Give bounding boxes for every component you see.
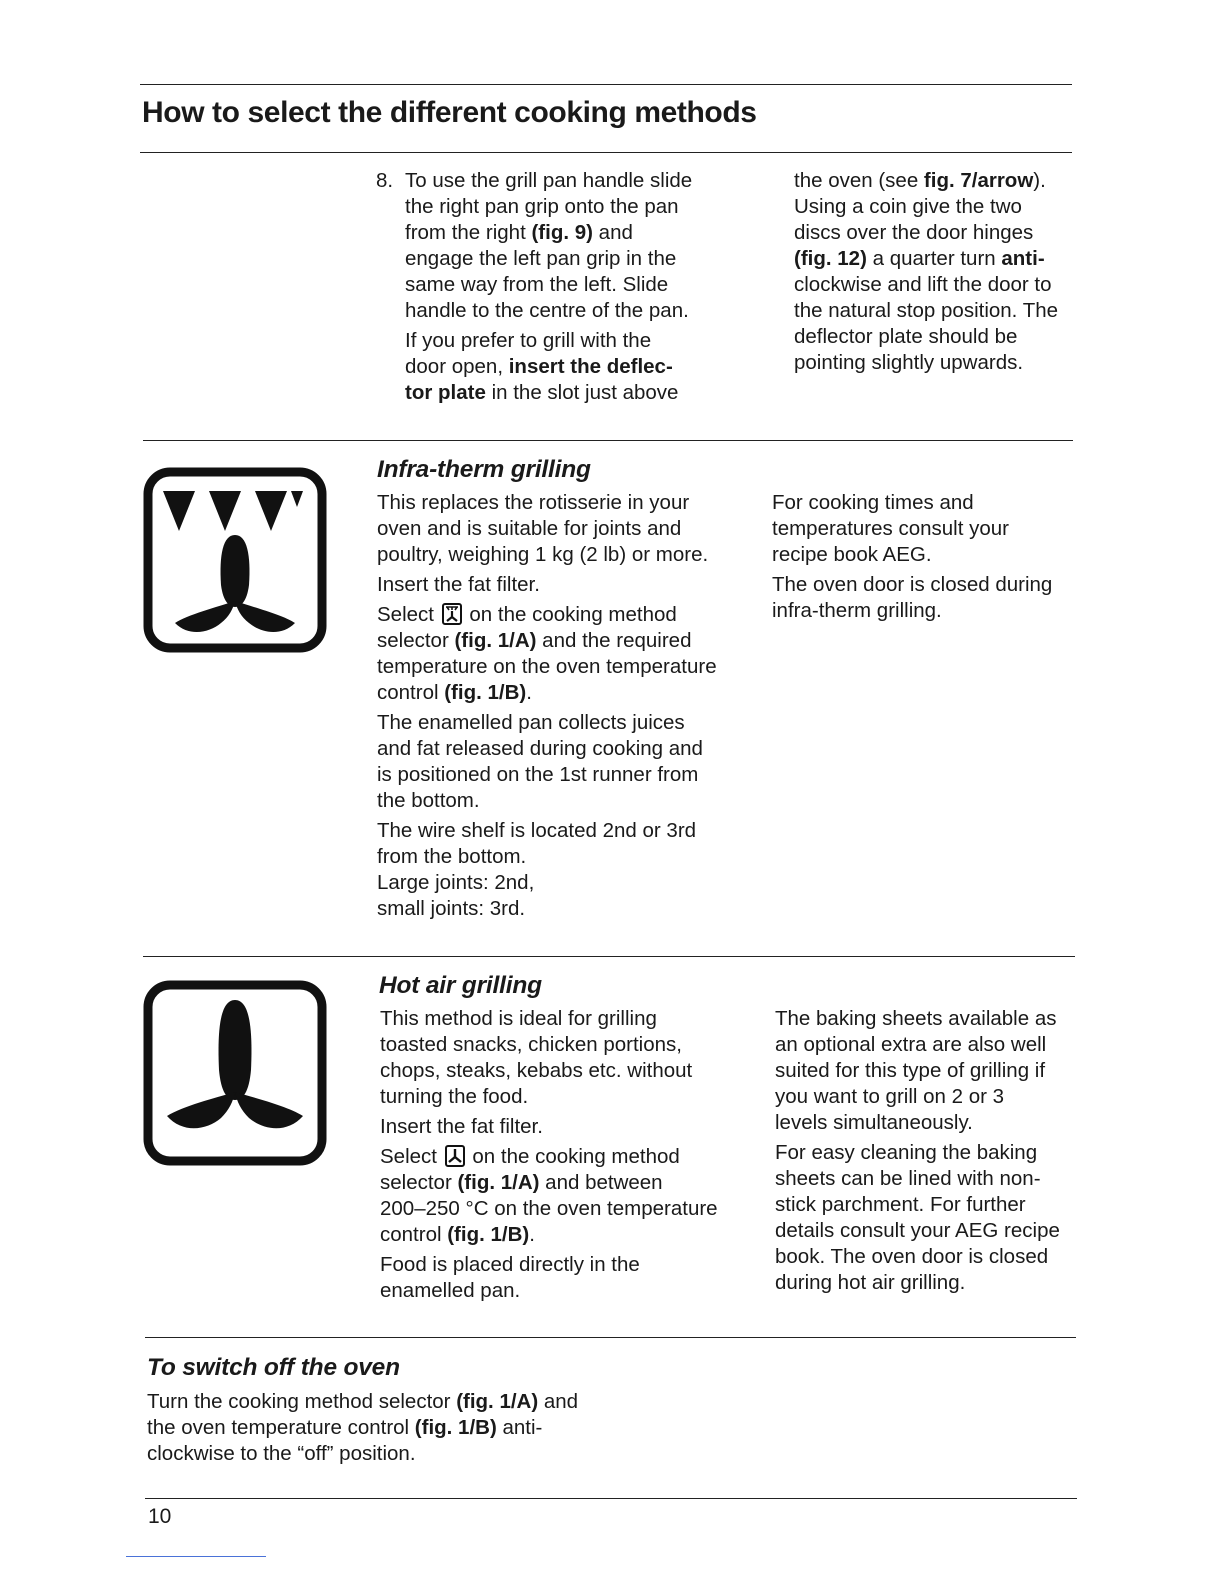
page-number: 10	[148, 1505, 172, 1528]
hotair-right-paragraph-1	[775, 1006, 1085, 1136]
text-line: The wire shelf is located 2nd or 3rd	[377, 819, 697, 842]
hotair-column-left	[380, 1006, 750, 1308]
text-line: suited for this type of grilling if	[775, 1059, 1046, 1082]
section-title-switch-off: To switch off the oven	[147, 1354, 400, 1381]
text-line: Select on the cooking method	[380, 1145, 680, 1168]
infra-paragraph-2	[377, 572, 747, 598]
text-line: To use the grill pan handle slide	[405, 169, 693, 192]
section-rule-hotair	[143, 956, 1075, 957]
hot-air-grill-icon	[143, 980, 327, 1166]
hotair-paragraph-3	[380, 1144, 750, 1248]
text-line: small joints: 3rd.	[377, 897, 526, 920]
text-line: For easy cleaning the baking	[775, 1141, 1038, 1164]
text-line: door open, insert the deflec-	[405, 355, 673, 378]
section-title-hot-air: Hot air grilling	[379, 972, 542, 999]
fig-reference: (fig. 1/B)	[414, 1416, 497, 1439]
infra-column-left	[377, 490, 747, 926]
text-line: enamelled pan.	[380, 1279, 521, 1302]
fig-reference: (fig. 12)	[794, 247, 867, 270]
text-line: discs over the door hinges	[794, 221, 1034, 244]
fig-reference: (fig. 1/A)	[457, 1171, 540, 1194]
text-line: selector (fig. 1/A) and the required	[377, 629, 692, 652]
text-line: stick parchment. For further	[775, 1193, 1026, 1216]
text-line: Insert the fat filter.	[380, 1115, 543, 1138]
infra-column-right	[772, 490, 1082, 628]
heading-rule	[140, 152, 1072, 153]
text-line: and fat released during cooking and	[377, 737, 703, 760]
text-line: is positioned on the 1st runner from	[377, 763, 699, 786]
hotair-paragraph-1	[380, 1006, 750, 1110]
text-line: details consult your AEG recipe	[775, 1219, 1060, 1242]
emphasis-text: tor plate	[405, 381, 486, 404]
hotair-paragraph-2	[380, 1114, 750, 1140]
top-rule	[140, 84, 1072, 85]
infra-right-paragraph-1	[772, 490, 1082, 568]
hot-air-symbol-icon	[445, 1145, 465, 1167]
text-line: clockwise and lift the door to	[794, 273, 1052, 296]
text-line: deflector plate should be	[794, 325, 1018, 348]
infra-right-paragraph-2	[772, 572, 1082, 624]
text-line: For cooking times and	[772, 491, 974, 514]
text-line: The baking sheets available as	[775, 1007, 1057, 1030]
intro-column-right	[794, 168, 1084, 376]
infra-therm-symbol-icon	[442, 603, 462, 625]
text-line: The enamelled pan collects juices	[377, 711, 685, 734]
fig-reference: (fig. 1/B)	[447, 1223, 530, 1246]
text-line: infra-therm grilling.	[772, 599, 942, 622]
scan-mark	[126, 1556, 266, 1557]
text-line: Turn the cooking method selector (fig. 1/A) and	[147, 1390, 579, 1413]
text-line: control (fig. 1/B).	[380, 1223, 535, 1246]
text-line: you want to grill on 2 or 3	[775, 1085, 1005, 1108]
infra-paragraph-1	[377, 490, 747, 568]
text-line: same way from the left. Slide	[405, 273, 669, 296]
text-line: the oven (see fig. 7/arrow).	[794, 169, 1046, 192]
text-line: toasted snacks, chicken portions,	[380, 1033, 682, 1056]
text-line: the right pan grip onto the pan	[405, 195, 679, 218]
section-rule-switchoff	[145, 1337, 1076, 1338]
step-number: 8.	[376, 169, 394, 192]
text-line: clockwise to the “off” position.	[147, 1442, 416, 1465]
text-line: poultry, weighing 1 kg (2 lb) or more.	[377, 543, 709, 566]
text-line: If you prefer to grill with the	[405, 329, 652, 352]
text-line: from the bottom.	[377, 845, 527, 868]
text-line: the oven temperature control (fig. 1/B) anti-	[147, 1416, 543, 1439]
infra-paragraph-4	[377, 710, 747, 814]
text-line: levels simultaneously.	[775, 1111, 973, 1134]
text-line: engage the left pan grip in the	[405, 247, 677, 270]
intro-paragraph-1	[405, 168, 735, 324]
text-line: 200–250 °C on the oven temperature	[380, 1197, 718, 1220]
text-line: temperature on the oven temperature	[377, 655, 717, 678]
text-line: This method is ideal for grilling	[380, 1007, 657, 1030]
emphasis-text: insert the deflec-	[508, 355, 673, 378]
text-line: selector (fig. 1/A) and between	[380, 1171, 663, 1194]
text-line: from the right (fig. 9) and	[405, 221, 633, 244]
hotair-paragraph-4	[380, 1252, 750, 1304]
infra-therm-grill-icon	[143, 467, 327, 653]
hotair-column-right	[775, 1006, 1085, 1300]
page-title: How to select the different cooking methods	[142, 96, 757, 129]
text-line: (fig. 12) a quarter turn anti-	[794, 247, 1045, 270]
infra-paragraph-3	[377, 602, 747, 706]
text-line: the natural stop position. The	[794, 299, 1059, 322]
text-line: This replaces the rotisserie in your	[377, 491, 690, 514]
text-line: book. The oven door is closed	[775, 1245, 1049, 1268]
switchoff-text	[147, 1389, 617, 1467]
text-line: Insert the fat filter.	[377, 573, 540, 596]
text-line: recipe book AEG.	[772, 543, 932, 566]
text-line: during hot air grilling.	[775, 1271, 966, 1294]
text-line: oven and is suitable for joints and	[377, 517, 682, 540]
hotair-right-paragraph-2	[775, 1140, 1085, 1296]
section-rule-infra	[143, 440, 1073, 441]
intro-column-left	[405, 168, 735, 410]
text-line: handle to the centre of the pan.	[405, 299, 689, 322]
intro-paragraph-2	[405, 328, 735, 406]
text-line: The oven door is closed during	[772, 573, 1053, 596]
footer-rule	[145, 1498, 1077, 1499]
fig-reference: (fig. 1/A)	[456, 1390, 539, 1413]
infra-paragraph-5	[377, 818, 747, 922]
text-line: turning the food.	[380, 1085, 529, 1108]
text-line: tor plate in the slot just above	[405, 381, 679, 404]
text-line: chops, steaks, kebabs etc. without	[380, 1059, 693, 1082]
fig-reference: fig. 7/arrow	[923, 169, 1034, 192]
text-line: an optional extra are also well	[775, 1033, 1047, 1056]
text-line: Using a coin give the two	[794, 195, 1022, 218]
text-line: Food is placed directly in the	[380, 1253, 640, 1276]
text-line: sheets can be lined with non-	[775, 1167, 1041, 1190]
section-title-infra-therm: Infra-therm grilling	[377, 456, 591, 483]
text-line: temperatures consult your	[772, 517, 1010, 540]
fig-reference: (fig. 1/A)	[454, 629, 537, 652]
text-line: control (fig. 1/B).	[377, 681, 532, 704]
fig-reference: (fig. 9)	[531, 221, 593, 244]
emphasis-text: anti-	[1001, 247, 1045, 270]
fig-reference: (fig. 1/B)	[444, 681, 527, 704]
text-line: Select on the cooking method	[377, 603, 677, 626]
text-line: the bottom.	[377, 789, 480, 812]
text-line: pointing slightly upwards.	[794, 351, 1024, 374]
text-line: Large joints: 2nd,	[377, 871, 535, 894]
